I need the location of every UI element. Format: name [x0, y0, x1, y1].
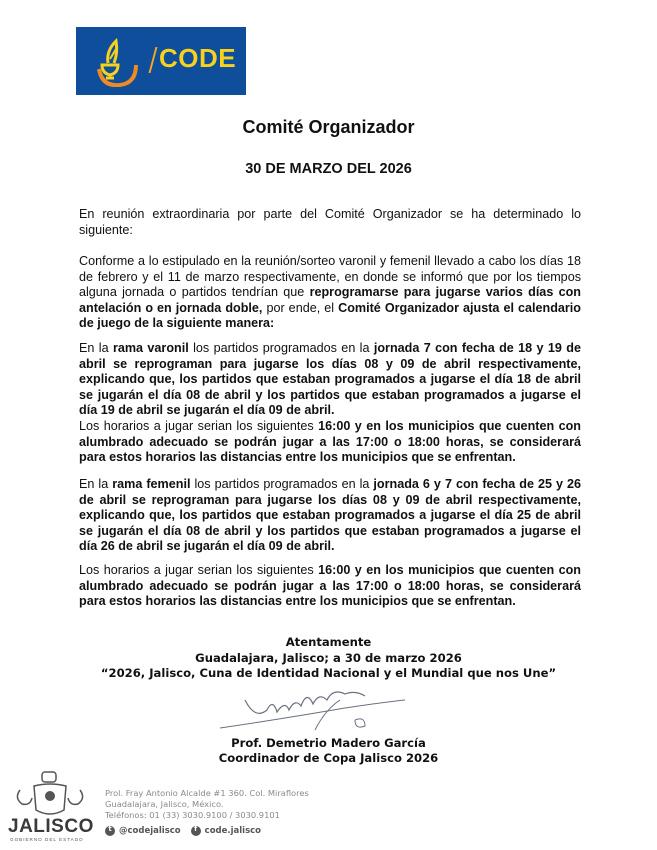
closing-place-date: Guadalajara, Jalisco; a 30 de marzo 2026 — [195, 650, 462, 665]
paragraph-horarios: Los horarios a jugar serian los siguientes 16:00 y en los municipios que cuenten con alumbrado adecuado se podrán jugar a las 17:00 o 18:00 horas, se considerará para estos horarios las distancias entre los municipios que se enfrentan. — [79, 563, 581, 609]
logo-divider — [149, 47, 158, 73]
closing-slogan: “2026, Jalisco, Cuna de Identidad Nacional y el Mundial que nos Une” — [100, 666, 557, 681]
closing-block — [0, 635, 657, 682]
paragraph-rama-femenil: En la rama femenil los partidos programados en la jornada 6 y 7 con fecha de 25 y 26 de abril se reprograman para jugarse los días 08 y 09 de abril respectivamente, explicando que, los partidos que estaban programados a jugarse el día 25 de abril se jugarán el día 08 de abril y los partidos que estaban programados a jugarse el día 26 de abril se jugarán el día 09 de abril. — [79, 477, 581, 554]
closing-salutation: Atentamente — [285, 635, 372, 649]
jalisco-logo-text: JALISCO — [8, 816, 94, 837]
paragraph-intro: En reunión extraordinaria por parte del Comité Organizador se ha determinado lo siguiente: — [79, 207, 581, 237]
twitter-link[interactable]: t @codejalisco — [105, 826, 181, 836]
paragraph-rama-varonil: En la rama varonil los partidos programados en la jornada 7 con fecha de 18 y 19 de abril se reprograman para jugarse los días 08 y 09 de abril respectivamente, explicando que, los partidos que estaban programados a jugarse el día 18 de abril se jugarán el día 08 de abril y los partidos que estaban programados a jugarse el día 19 de abril se jugarán el día 09 de abril. Los horarios a jugar serian los siguientes 16:00 y en los municipios que cuenten con alumbrado adecuado se podrán jugar a las 17:00 o 18:00 horas, se considerará para estos horarios las distancias entre los municipios que se enfrentan. — [79, 341, 581, 465]
signer-role: Coordinador de Copa Jalisco 2026 — [218, 751, 439, 765]
signature-icon — [215, 680, 415, 740]
footer-social — [105, 826, 271, 836]
facebook-link[interactable]: f code.jalisco — [191, 826, 261, 836]
logo-text: CODE — [159, 43, 237, 73]
signer-block — [0, 736, 657, 766]
code-logo — [76, 27, 246, 95]
torch-icon — [96, 35, 146, 87]
footer-address: Prol. Fray Antonio Alcalde #1 360. Col. Miraflores Guadalajara, Jalisco, México. Teléfonos: 01 (33) 3030.9100 / 3030.9101 — [105, 788, 309, 820]
date-heading: 30 DE MARZO DEL 2026 — [245, 161, 412, 177]
facebook-icon: f — [191, 826, 201, 836]
paragraph-context: Conforme a lo estipulado en la reunión/sorteo varonil y femenil llevado a cabo los días 18 de febrero y el 11 de marzo respectivamente, en donde se informó que por los tiempos alguna jornada o partidos tendrían que reprogramarse para jugarse varios días con antelación o en jornada doble, por ende, el Comité Organizador ajusta el calendario de juego de la siguiente manera: — [79, 254, 582, 331]
page-title: Comité Organizador — [242, 117, 415, 137]
jalisco-logo-subtext: GOBIERNO DEL ESTADO — [10, 837, 84, 842]
signer-name: Prof. Demetrio Madero García — [231, 736, 426, 750]
twitter-icon: t — [105, 826, 115, 836]
